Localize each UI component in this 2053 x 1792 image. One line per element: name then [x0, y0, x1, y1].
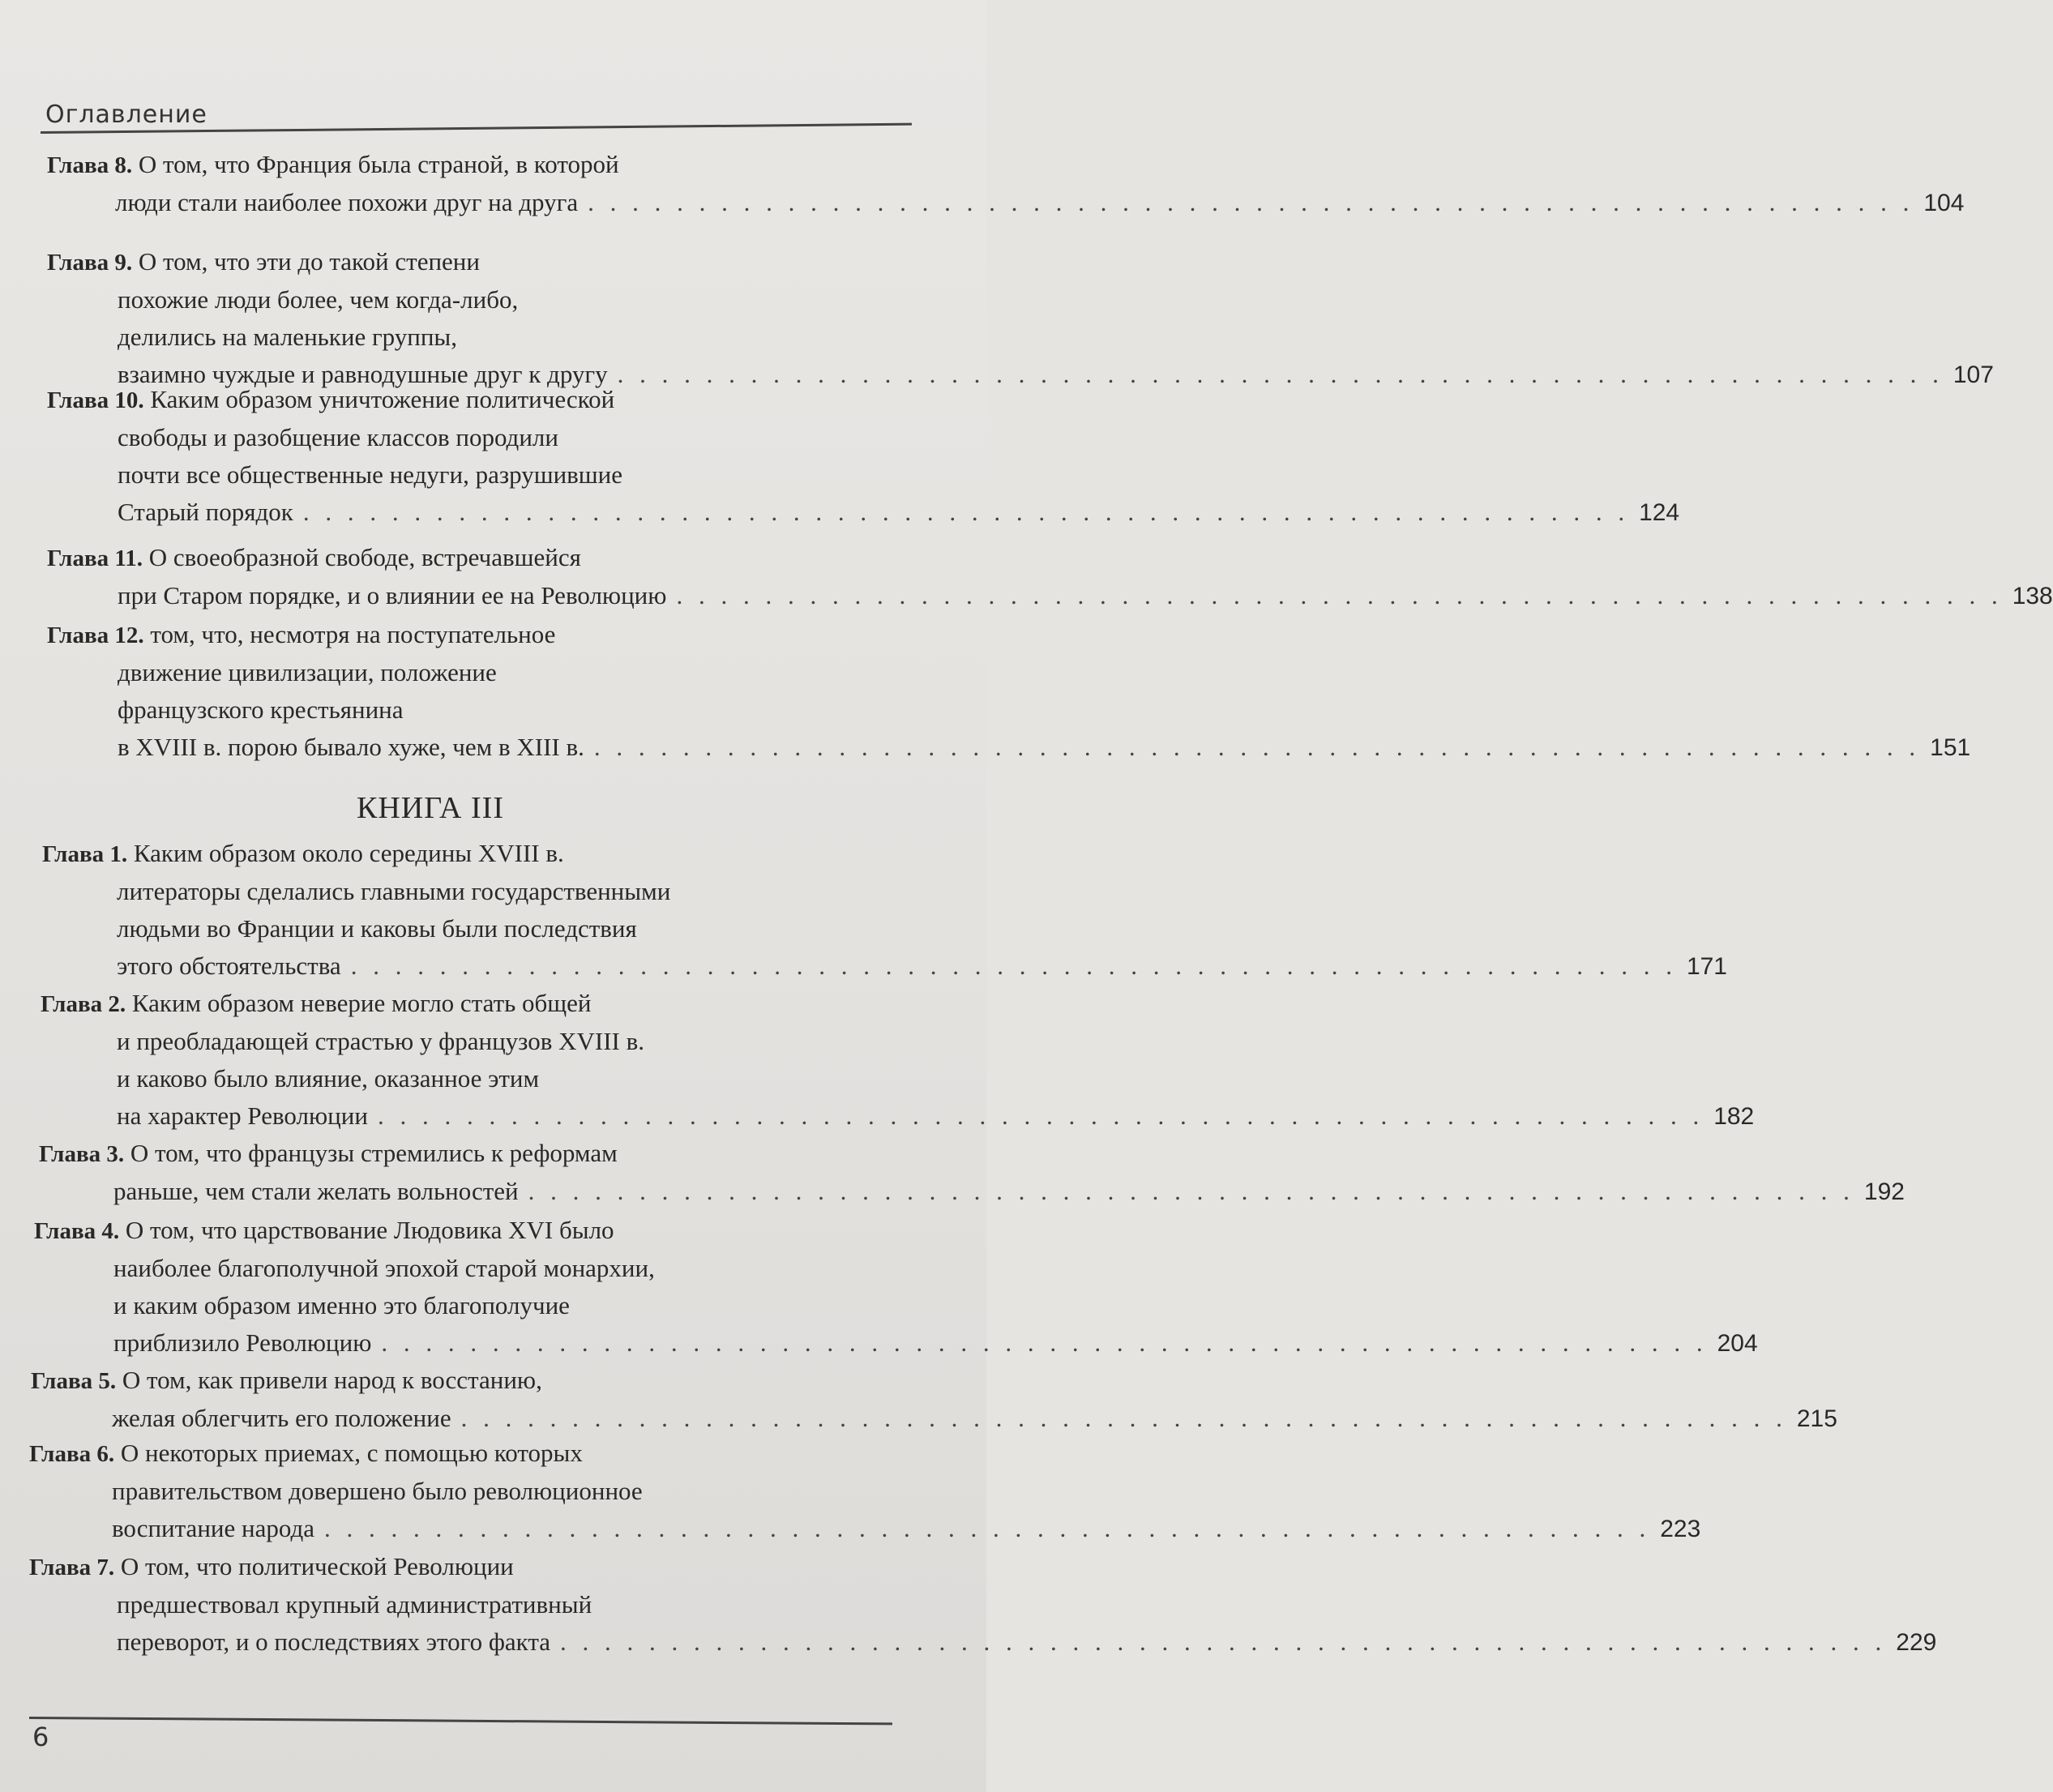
chapter-title-text: похожие люди более, чем когда-либо,	[118, 285, 519, 314]
toc-entry-line	[41, 1023, 908, 1060]
chapter-title-text: почти все общественные недуги, разрушившие	[118, 460, 623, 489]
chapter-title-text: и каково было влияние, оказанное этим	[117, 1064, 540, 1093]
chapter-title-text: делились на маленькие группы,	[118, 323, 458, 351]
toc-entry-line	[47, 539, 908, 577]
chapter-label: Глава 11.	[47, 545, 143, 571]
page-ref: 107	[1952, 361, 1994, 388]
chapter-label: Глава 8.	[47, 152, 133, 178]
page-ref: 223	[1660, 1516, 1701, 1542]
toc-entry	[47, 616, 1971, 767]
chapter-title-text: и каким образом именно это благополучие	[113, 1291, 570, 1319]
dot-leader: . . . . . . . . . . . . . . . . . . . . . . . . . . . . . . . . . . . . . . . . . . . . . . . . . . . . . . . . . . . .	[588, 188, 1914, 216]
chapter-title-text: О том, что эти до такой степени	[138, 247, 480, 276]
chapter-label: Глава 5.	[31, 1368, 117, 1394]
book-heading: КНИГА III	[357, 791, 504, 825]
chapter-label: Глава 7.	[29, 1555, 115, 1580]
toc-entry-last-line	[31, 1400, 1837, 1438]
footer-rule	[29, 1717, 892, 1725]
toc-entry-line	[47, 616, 908, 654]
chapter-title-text: Каким образом около середины XVIII в.	[133, 839, 564, 867]
toc-entry	[42, 835, 1727, 986]
toc-entry-line	[42, 910, 908, 947]
chapter-title-text: французского крестьянина	[118, 695, 404, 724]
chapter-title-text: предшествовал крупный административный	[117, 1590, 592, 1619]
toc-entry-last-line	[47, 577, 2053, 615]
toc-entry	[39, 1135, 1905, 1211]
chapter-label: Глава 4.	[34, 1218, 120, 1244]
toc-entry-line	[41, 985, 908, 1023]
chapter-title-text: О том, что французы стремились к реформам	[130, 1139, 618, 1167]
toc-entry-line	[42, 835, 908, 873]
page-ref: 192	[1863, 1178, 1905, 1205]
chapter-title-text: Каким образом неверие могло стать общей	[131, 989, 592, 1017]
toc-entry	[47, 381, 1680, 532]
toc-entry-line	[34, 1250, 908, 1287]
chapter-label: Глава 10.	[47, 387, 144, 413]
chapter-title-text: правительством довершено было революционное	[112, 1477, 643, 1505]
page-ref: 151	[1930, 734, 1971, 761]
chapter-title-text: желая облегчить его положение	[112, 1404, 451, 1432]
page-ref: 229	[1896, 1629, 1937, 1656]
chapter-title-text: в XVIII в. порою бывало хуже, чем в XIII в.	[118, 733, 584, 761]
dot-leader: . . . . . . . . . . . . . . . . . . . . . . . . . . . . . . . . . . . . . . . . . . . . . . . . . . . . . . . . . . . .	[377, 1101, 1704, 1130]
toc-entry	[41, 985, 1755, 1136]
chapter-title-text: О том, как привели народ к восстанию,	[122, 1366, 542, 1394]
chapter-title-text: Старый порядок	[118, 498, 293, 526]
dot-leader: . . . . . . . . . . . . . . . . . . . . . . . . . . . . . . . . . . . . . . . . . . . . . . . . . . . . . . . . . . . .	[381, 1328, 1708, 1357]
page-ref: 215	[1796, 1405, 1837, 1432]
dot-leader: . . . . . . . . . . . . . . . . . . . . . . . . . . . . . . . . . . . . . . . . . . . . . . . . . . . . . . . . . . . .	[617, 360, 1944, 388]
page-ref: 124	[1639, 499, 1680, 526]
chapter-title-text: этого обстоятельства	[117, 952, 341, 980]
dot-leader: . . . . . . . . . . . . . . . . . . . . . . . . . . . . . . . . . . . . . . . . . . . . . . . . . . . . . . . . . . . .	[350, 952, 1677, 980]
dot-leader: . . . . . . . . . . . . . . . . . . . . . . . . . . . . . . . . . . . . . . . . . . . . . . . . . . . . . . . . . . . .	[528, 1177, 1854, 1205]
toc-entry-line	[31, 1362, 908, 1400]
chapter-label: Глава 1.	[42, 841, 128, 867]
toc-entry-line	[39, 1135, 908, 1173]
chapter-label: Глава 9.	[47, 250, 133, 276]
toc-entry-line	[29, 1586, 908, 1623]
chapter-label: Глава 6.	[29, 1441, 115, 1467]
toc-entry	[47, 146, 1965, 222]
toc-entry-line	[47, 319, 908, 356]
chapter-title-text: переворот, и о последствиях этого факта	[117, 1627, 551, 1656]
chapter-title-text: при Старом порядке, и о влиянии ее на Революцию	[118, 581, 667, 609]
dot-leader: . . . . . . . . . . . . . . . . . . . . . . . . . . . . . . . . . . . . . . . . . . . . . . . . . . . . . . . . . . . .	[593, 733, 1921, 761]
toc-entry-line	[47, 456, 908, 494]
toc-entry-last-line	[29, 1623, 1937, 1662]
toc-entry-last-line	[47, 729, 1971, 767]
chapter-title-text: том, что, несмотря на поступательное	[150, 620, 556, 648]
toc-entry-line	[47, 146, 908, 184]
page-ref: 171	[1686, 953, 1727, 980]
toc-entry-line	[42, 873, 908, 910]
toc-entry-line	[47, 419, 908, 456]
toc-entry	[29, 1548, 1937, 1662]
dot-leader: . . . . . . . . . . . . . . . . . . . . . . . . . . . . . . . . . . . . . . . . . . . . . . . . . . . . . . . . . . . .	[324, 1514, 1651, 1542]
chapter-title-text: движение цивилизации, положение	[118, 658, 497, 686]
chapter-title-text: Каким образом уничтожение политической	[150, 385, 615, 413]
toc-entry	[34, 1212, 1758, 1362]
chapter-label: Глава 12.	[47, 622, 144, 648]
toc-entry-line	[47, 654, 908, 691]
page-ref: 204	[1717, 1330, 1758, 1357]
dot-leader: . . . . . . . . . . . . . . . . . . . . . . . . . . . . . . . . . . . . . . . . . . . . . . . . . . . . . . . . . . . .	[302, 498, 1630, 526]
chapter-title-text: людьми во Франции и каковы были последствия	[117, 914, 637, 943]
toc-entry	[47, 539, 2053, 615]
toc-entry-line	[29, 1435, 908, 1473]
chapter-title-text: свободы и разобщение классов породили	[118, 423, 558, 451]
chapter-title-text: взаимно чуждые и равнодушные друг к другу	[118, 360, 608, 388]
toc-entry-line	[47, 243, 908, 281]
toc-entry-line	[29, 1548, 908, 1586]
toc-entry-line	[34, 1287, 908, 1324]
chapter-title-text: и преобладающей страстью у французов XVIII в.	[117, 1027, 644, 1055]
dot-leader: . . . . . . . . . . . . . . . . . . . . . . . . . . . . . . . . . . . . . . . . . . . . . . . . . . . . . . . . . . . .	[676, 581, 2003, 609]
toc-entry-last-line	[47, 184, 1965, 222]
chapter-title-text: воспитание народа	[112, 1514, 314, 1542]
toc-entry-line	[47, 381, 908, 419]
chapter-label: Глава 2.	[41, 991, 126, 1017]
toc-entry-last-line	[39, 1173, 1905, 1211]
page-number: 6	[32, 1721, 49, 1752]
toc-entry-last-line	[42, 947, 1727, 986]
chapter-title-text: О своеобразной свободе, встречавшейся	[148, 543, 581, 571]
chapter-title-text: люди стали наиболее похожи друг на друга	[115, 188, 579, 216]
toc-entry-line	[47, 281, 908, 319]
chapter-label: Глава 3.	[39, 1141, 125, 1167]
toc-entry-line	[41, 1060, 908, 1097]
page-ref: 138	[2012, 583, 2053, 609]
toc-entry	[47, 243, 1994, 394]
chapter-title-text: О том, что Франция была страной, в которой	[138, 150, 619, 178]
chapter-title-text: О том, что царствование Людовика XVI было	[125, 1216, 614, 1244]
toc-entry-last-line	[47, 494, 1680, 532]
chapter-title-text: раньше, чем стали желать вольностей	[113, 1177, 519, 1205]
toc-entry-last-line	[41, 1097, 1755, 1136]
chapter-title-text: приблизило Революцию	[113, 1328, 372, 1357]
dot-leader: . . . . . . . . . . . . . . . . . . . . . . . . . . . . . . . . . . . . . . . . . . . . . . . . . . . . . . . . . . . .	[460, 1404, 1787, 1432]
toc-entry-last-line	[29, 1510, 1701, 1548]
chapter-title-text: О некоторых приемах, с помощью которых	[120, 1439, 583, 1467]
chapter-title-text: О том, что политической Революции	[120, 1552, 514, 1580]
running-header: Оглавление	[45, 101, 207, 129]
page-ref: 104	[1923, 190, 1965, 216]
toc-entry	[29, 1435, 1701, 1548]
toc-entry	[31, 1362, 1837, 1438]
chapter-title-text: на характер Революции	[117, 1101, 368, 1130]
toc-entry-line	[47, 691, 908, 729]
toc-entry-line	[34, 1212, 908, 1250]
toc-entry-line	[29, 1473, 908, 1510]
page-ref: 182	[1713, 1103, 1755, 1130]
chapter-title-text: литераторы сделались главными государственными	[117, 877, 671, 905]
dot-leader: . . . . . . . . . . . . . . . . . . . . . . . . . . . . . . . . . . . . . . . . . . . . . . . . . . . . . . . . . . . .	[560, 1627, 1887, 1656]
chapter-title-text: наиболее благополучной эпохой старой монархии,	[113, 1254, 655, 1282]
toc-entry-last-line	[34, 1324, 1758, 1362]
